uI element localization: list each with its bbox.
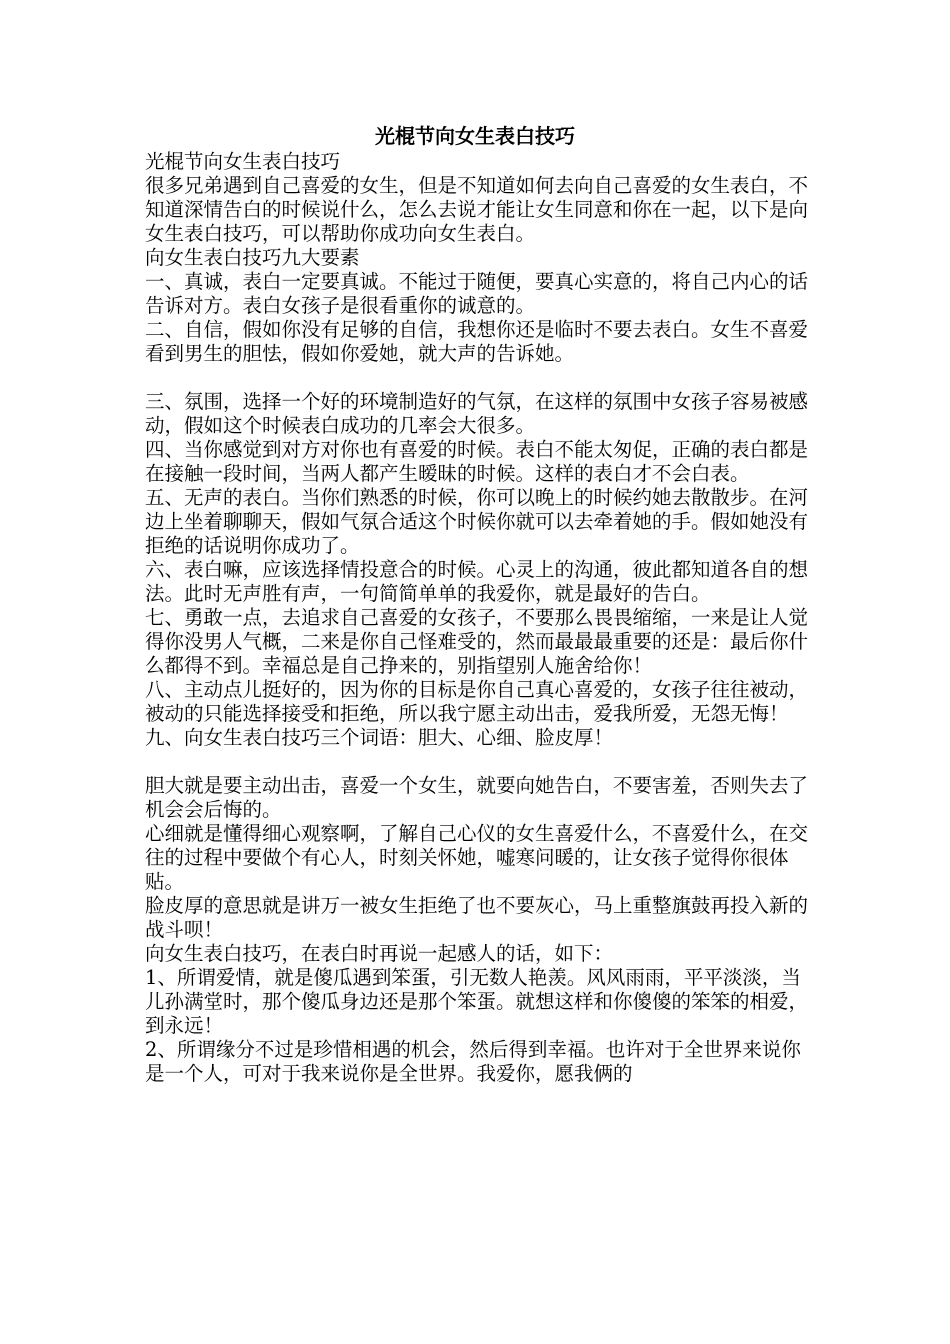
paragraph-quotes-intro: 向女生表白技巧，在表白时再说一起感人的话，如下： bbox=[145, 942, 614, 965]
paragraph-tip-3: 三、氛围，选择一个好的环境制造好的气氛，在这样的氛围中女孩子容易被感动，假如这个时候表白成功的几率会大很多。 bbox=[145, 390, 809, 437]
document-body bbox=[145, 150, 810, 1086]
paragraph-quote-1: 1、所谓爱情，就是傻瓜遇到笨蛋，引无数人艳羡。风风雨雨，平平淡淡，当儿孙满堂时，那个傻瓜身边还是那个笨蛋。就想这样和你傻傻的笨笨的相爱，到永远！ bbox=[145, 966, 809, 1037]
paragraph-tip-1: 一、真诚，表白一定要真诚。不能过于随便，要真心实意的，将自己内心的话告诉对方。表白女孩子是很看重你的诚意的。 bbox=[145, 270, 809, 317]
paragraph-intro: 很多兄弟遇到自己喜爱的女生，但是不知道如何去向自己喜爱的女生表白，不知道深情告白的时候说什么，怎么去说才能让女生同意和你在一起，以下是向女生表白技巧，可以帮助你成功向女生表白。 bbox=[145, 174, 809, 245]
paragraph-tip-2: 二、自信，假如你没有足够的自信，我想你还是临时不要去表白。女生不喜爱看到男生的胆怯，假如你爱她，就大声的告诉她。 bbox=[145, 318, 809, 365]
paragraph-subtitle: 光棍节向女生表白技巧 bbox=[145, 150, 341, 173]
paragraph-tip-9: 九、向女生表白技巧三个词语：胆大、心细、脸皮厚！ bbox=[145, 726, 614, 749]
paragraph-bold: 胆大就是要主动出击，喜爱一个女生，就要向她告白，不要害羞，否则失去了机会会后悔的。 bbox=[145, 774, 809, 821]
paragraph-quote-2: 2、所谓缘分不过是珍惜相遇的机会，然后得到幸福。也许对于全世界来说你是一个人，可对于我来说你是全世界。我爱你，愿我俩的 bbox=[145, 1038, 801, 1085]
paragraph-thick-skin: 脸皮厚的意思就是讲万一被女生拒绝了也不要灰心，马上重整旗鼓再投入新的战斗呗！ bbox=[145, 894, 809, 941]
paragraph-careful: 心细就是懂得细心观察啊，了解自己心仪的女生喜爱什么，不喜爱什么，在交往的过程中要做个有心人，时刻关怀她，嘘寒问暖的，让女孩子觉得你很体贴。 bbox=[145, 822, 809, 893]
paragraph-tip-4: 四、当你感觉到对方对你也有喜爱的时候。表白不能太匆促，正确的表白都是在接触一段时间，当两人都产生暧昧的时候。这样的表白才不会白表。 bbox=[145, 438, 809, 485]
page-title: 光棍节向女生表白技巧 bbox=[375, 124, 575, 148]
paragraph-tip-7: 七、勇敢一点，去追求自己喜爱的女孩子，不要那么畏畏缩缩，一来是让人觉得你没男人气概，二来是你自己怪难受的，然而最最最重要的还是：最后你什么都得不到。幸福总是自己挣来的，别指望别人施舍给你！ bbox=[145, 606, 809, 677]
paragraph-section-heading: 向女生表白技巧九大要素 bbox=[145, 246, 360, 269]
paragraph-tip-5: 五、无声的表白。当你们熟悉的时候，你可以晚上的时候约她去散散步。在河边上坐着聊聊天，假如气氛合适这个时候你就可以去牵着她的手。假如她没有拒绝的话说明你成功了。 bbox=[145, 486, 809, 557]
paragraph-tip-8: 八、主动点儿挺好的，因为你的目标是你自己真心喜爱的，女孩子往往被动，被动的只能选择接受和拒绝，所以我宁愿主动出击，爱我所爱，无怨无悔！ bbox=[145, 678, 809, 725]
paragraph-tip-6: 六、表白嘛，应该选择情投意合的时候。心灵上的沟通，彼此都知道各自的想法。此时无声胜有声，一句简简单单的我爱你，就是最好的告白。 bbox=[145, 558, 809, 605]
